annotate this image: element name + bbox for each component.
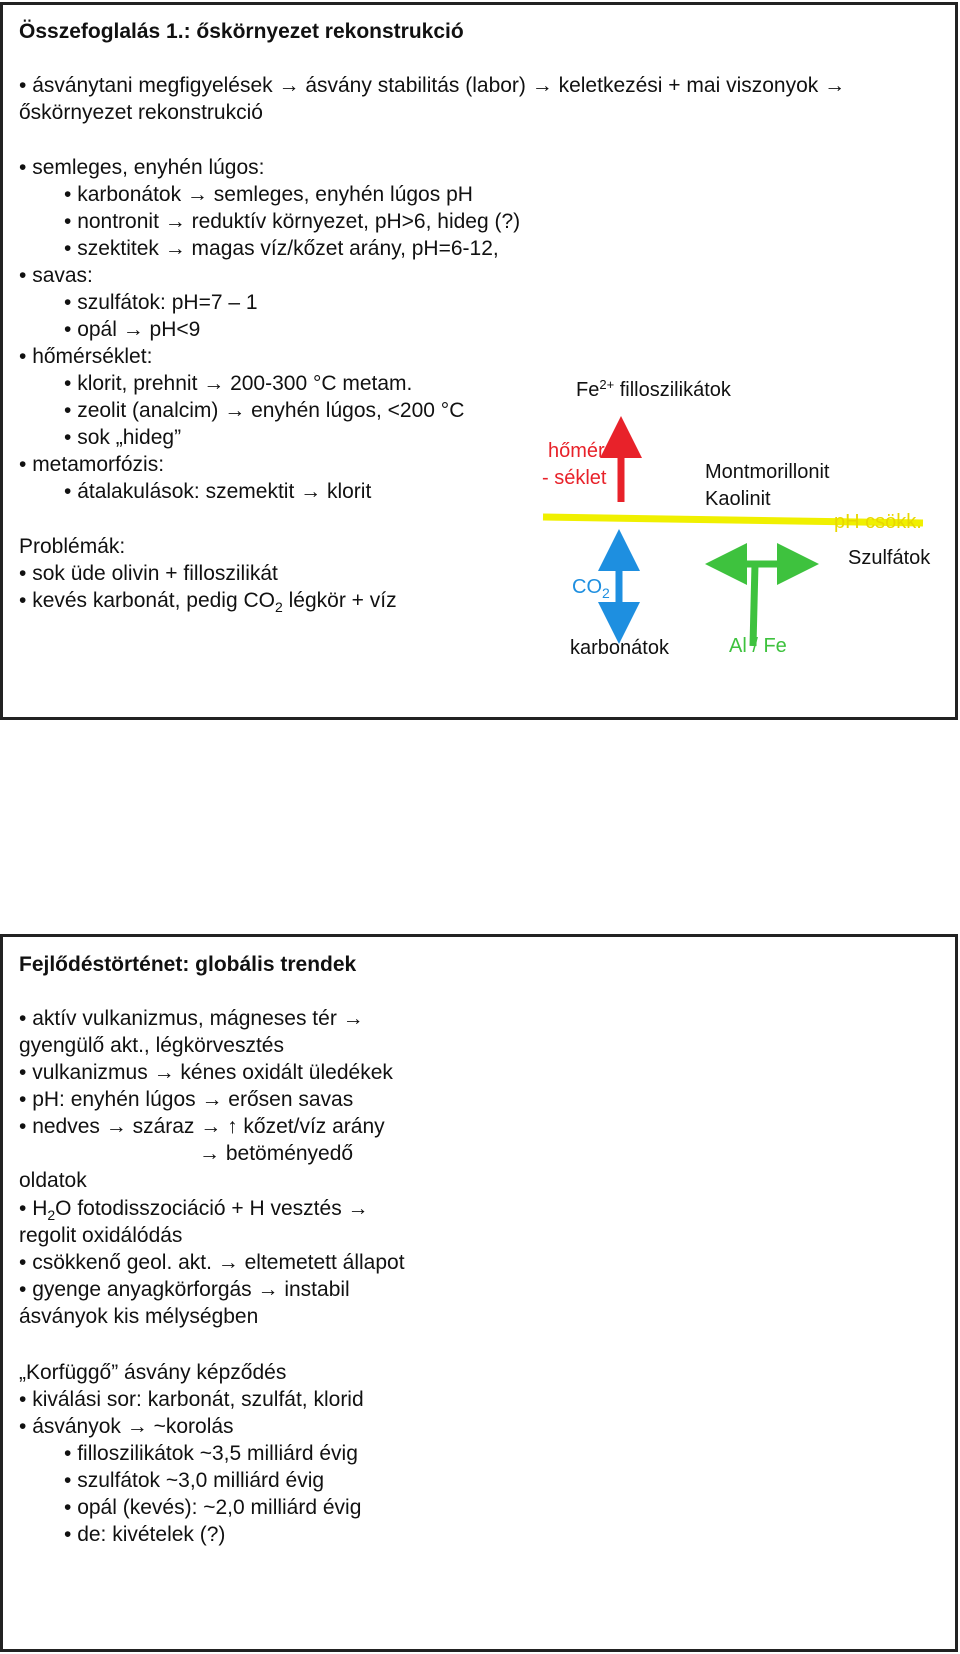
intro-line-2: őskörnyezet rekonstrukció xyxy=(19,101,263,124)
trend-line: regolit oxidálódás xyxy=(19,1224,183,1247)
acid-heading: • savas: xyxy=(19,264,93,288)
environment-diagram xyxy=(3,5,955,717)
temperature-label-2: - séklet xyxy=(542,467,607,489)
temperature-item: • sok „hideg” xyxy=(64,426,181,450)
temperature-item: • klorit, prehnit → 200-300 °C metam. xyxy=(64,372,412,396)
al-fe-label: Al / Fe xyxy=(729,635,787,657)
sulfates-label: Szulfátok xyxy=(848,547,931,569)
trend-line: • csökkenő geol. akt. → eltemetett állapot xyxy=(19,1251,405,1275)
problem-item: • kevés karbonát, pedig $CO_2$ légkör + víz xyxy=(19,589,397,613)
neutral-item: • nontronit → reduktív környezet, pH>6, hideg (?) xyxy=(64,210,520,234)
age-item: • szulfátok ~3,0 milliárd évig xyxy=(64,1469,324,1493)
temperature-label-1: hőmér xyxy=(548,440,605,462)
temperature-item: • zeolit (analcim) → enyhén lúgos, <200 °C xyxy=(64,399,464,423)
trend-line: • pH: enyhén lúgos → erősen savas xyxy=(19,1088,353,1112)
trend-line: • vulkanizmus → kénes oxidált üledékek xyxy=(19,1061,393,1085)
problems-heading: Problémák: xyxy=(19,535,126,558)
age-item: • filloszilikátok ~3,5 milliárd évig xyxy=(64,1442,358,1466)
fe-phyllosilicates-label: $Fe^{2+}$ filloszilikátok xyxy=(576,377,731,401)
age-item: • de: kivételek (?) xyxy=(64,1523,225,1547)
slide-1-title: Összefoglalás 1.: őskörnyezet rekonstrukció xyxy=(19,20,464,43)
age-item: • opál (kevés): ~2,0 milliárd évig xyxy=(64,1496,361,1520)
temperature-heading: • hőmérséklet: xyxy=(19,345,152,369)
slide-1-summary xyxy=(0,2,958,720)
acid-item: • szulfátok: pH=7 – 1 xyxy=(64,291,258,315)
trend-line: ásványok kis mélységben xyxy=(19,1305,259,1328)
metamorphosis-heading: • metamorfózis: xyxy=(19,453,164,477)
acid-item: • opál → pH<9 xyxy=(64,318,200,342)
trend-line: • kiválási sor: karbonát, szulfát, klorid xyxy=(19,1388,364,1412)
slide-2-title: Fejlődéstörténet: globális trendek xyxy=(19,953,357,976)
problem-item: • sok üde olivin + filloszilikát xyxy=(19,562,278,586)
co2-label: $CO_2$ xyxy=(572,576,610,601)
age-dependent-heading: „Korfüggő” ásvány képződés xyxy=(19,1361,287,1384)
intro-line-1: • ásványtani megfigyelések → ásvány stabilitás (labor) → keletkezési + mai viszonyok → xyxy=(19,74,845,98)
neutral-heading: • semleges, enyhén lúgos: xyxy=(19,156,265,180)
trend-line: • nedves → száraz → ↑ kőzet/víz arány xyxy=(19,1115,385,1139)
neutral-item: • szektitek → magas víz/kőzet arány, pH=6-12, xyxy=(64,237,499,261)
slide-2-global-trends xyxy=(0,934,958,1652)
trend-line: • aktív vulkanizmus, mágneses tér → xyxy=(19,1007,364,1031)
carbonates-label: karbonátok xyxy=(570,637,669,659)
neutral-item: • karbonátok → semleges, enyhén lúgos pH xyxy=(64,183,473,207)
ph-decrease-label: pH csökk. xyxy=(834,511,922,533)
metamorphosis-item: • átalakulások: szemektit → klorit xyxy=(64,480,371,504)
kaolinit-label: Kaolinit xyxy=(705,488,771,510)
trend-line: • $H_2O$ fotodisszociáció + H vesztés → xyxy=(19,1197,369,1221)
trend-line: gyengülő akt., légkörvesztés xyxy=(19,1034,284,1057)
trend-line: • ásványok → ~korolás xyxy=(19,1415,234,1439)
montmorillonit-label: Montmorillonit xyxy=(705,461,830,483)
trend-line: oldatok xyxy=(19,1169,87,1192)
trend-line: • gyenge anyagkörforgás → instabil xyxy=(19,1278,350,1302)
trend-line: → betöményedő xyxy=(199,1142,354,1165)
